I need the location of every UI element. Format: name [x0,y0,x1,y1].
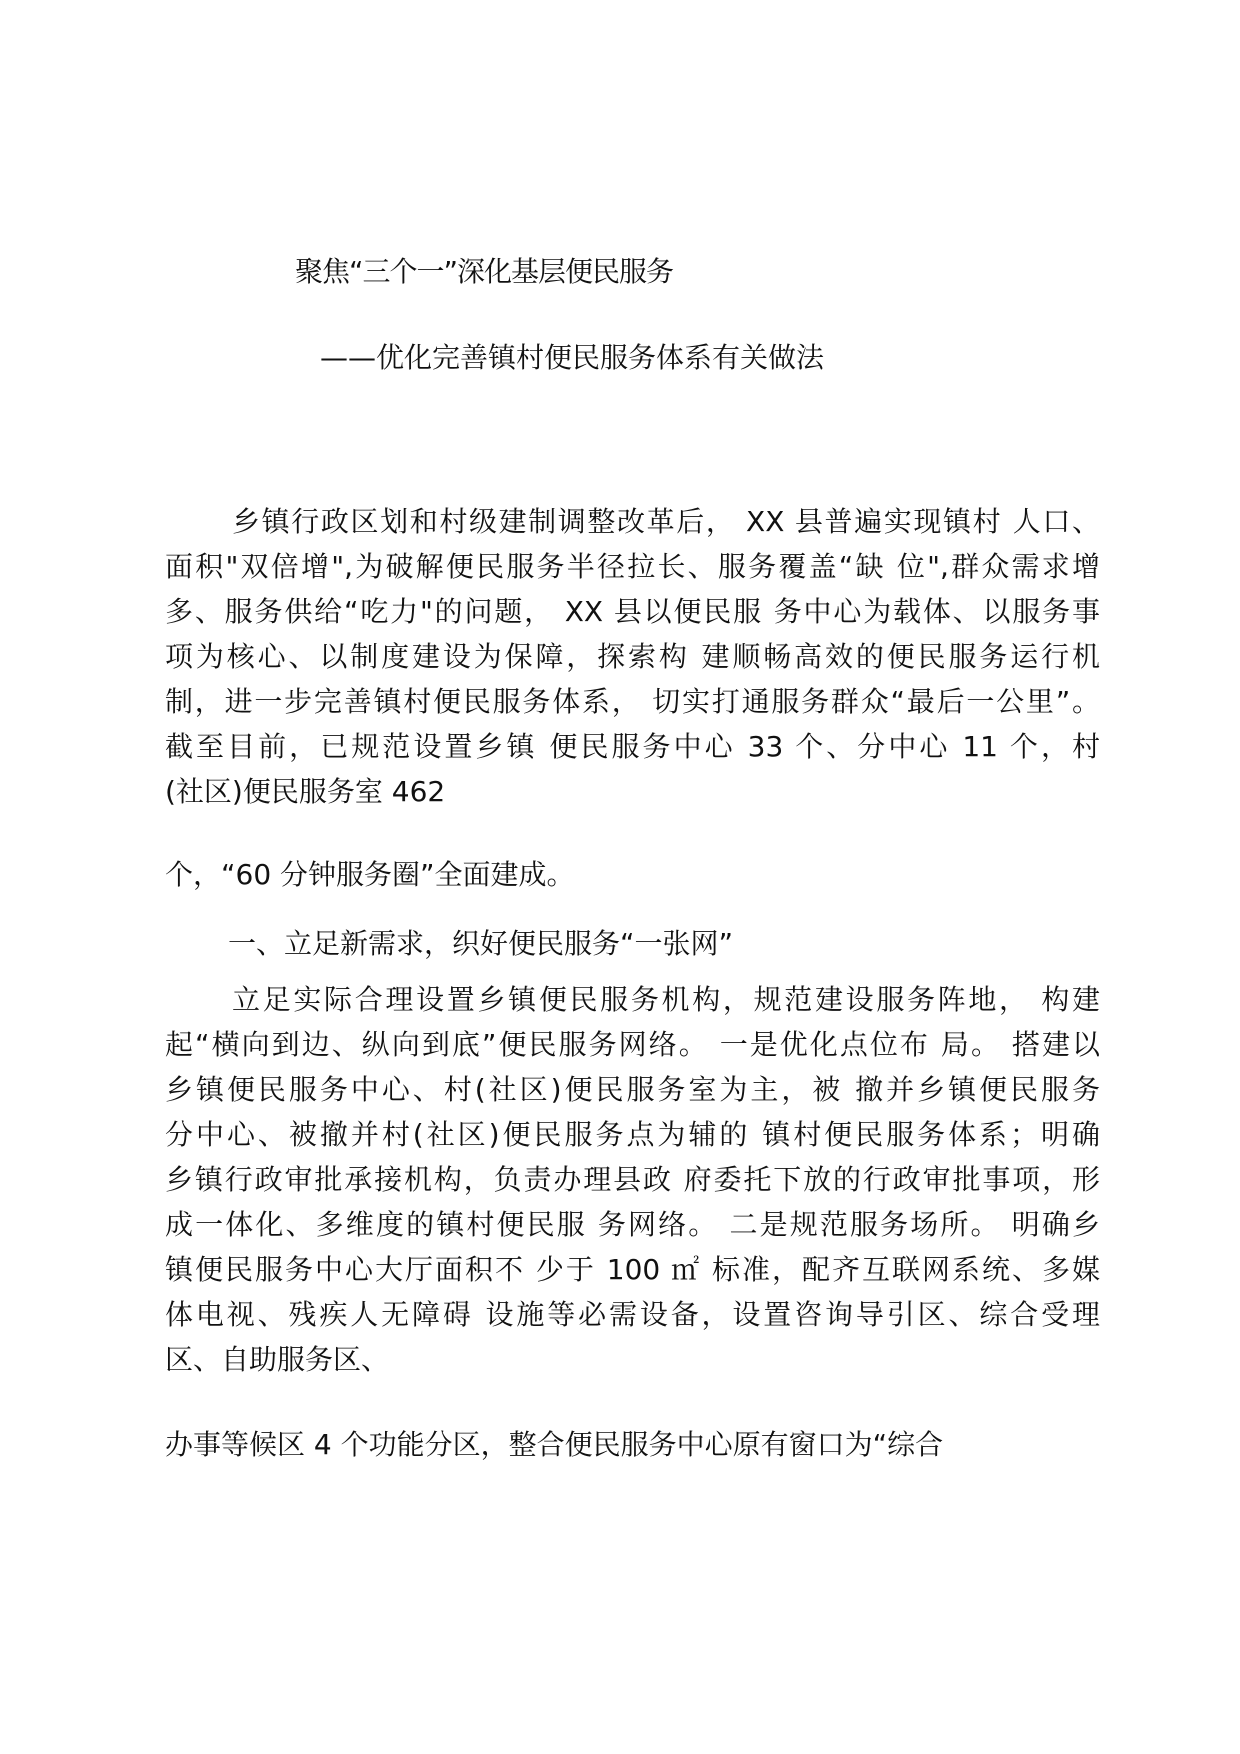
paragraph-line: 乡镇行政审批承接机构，负责办理县政 府委托下放的行政审批事项，形 [165,1163,1100,1196]
paragraph-line: 办事等候区 4 个功能分区，整合便民服务中心原有窗口为“综合 [165,1428,944,1461]
paragraph-line: 截至目前，已规范设置乡镇 便民服务中心 33 个、分中心 11 个，村 [165,730,1100,763]
paragraph-line: 制，进一步完善镇村便民服务体系， 切实打通服务群众“最后一公里”。 [165,685,1100,718]
document-subtitle: ——优化完善镇村便民服务体系有关做法 [320,341,825,374]
paragraph-line: 成一体化、多维度的镇村便民服 务网络。 二是规范服务场所。 明确乡 [165,1208,1100,1241]
paragraph-line: 个，“60 分钟服务圈”全面建成。 [165,858,575,891]
section-heading: 一、立足新需求，织好便民服务“一张网” [228,927,734,960]
paragraph-line: 面积"双倍增",为破解便民服务半径拉长、服务覆盖“缺 位",群众需求增 [165,550,1100,583]
paragraph-line: (社区)便民服务室 462 [165,775,446,808]
paragraph-line: 镇便民服务中心大厅面积不 少于 100 ㎡ 标准，配齐互联网系统、多媒 [165,1253,1100,1286]
paragraph-line: 项为核心、以制度建设为保障，探索构 建顺畅高效的便民服务运行机 [165,640,1100,673]
paragraph-line: 体电视、残疾人无障碍 设施等必需设备，设置咨询导引区、综合受理 [165,1298,1100,1331]
paragraph-line: 起“横向到边、纵向到底”便民服务网络。 一是优化点位布 局。 搭建以 [165,1028,1100,1061]
paragraph-line: 乡镇便民服务中心、村(社区)便民服务室为主，被 撤并乡镇便民服务 [165,1073,1100,1106]
paragraph-line: 多、服务供给“吃力"的问题， XX 县以便民服 务中心为载体、以服务事 [165,595,1100,628]
paragraph-line: 分中心、被撤并村(社区)便民服务点为辅的 镇村便民服务体系；明确 [165,1118,1100,1151]
paragraph-line: 立足实际合理设置乡镇便民服务机构，规范建设服务阵地， 构建 [232,983,1100,1016]
document-title: 聚焦“三个一”深化基层便民服务 [295,255,674,288]
paragraph-line: 乡镇行政区划和村级建制调整改革后， XX 县普遍实现镇村 人口、 [232,505,1100,538]
paragraph-line: 区、自助服务区、 [165,1343,390,1376]
